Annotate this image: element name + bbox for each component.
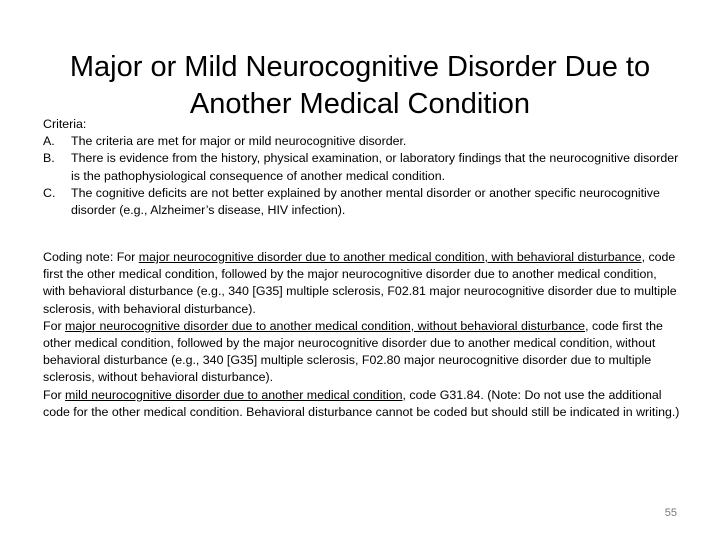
coding-note-paragraph-2 bbox=[43, 318, 680, 387]
slide-title-line-2: Another Medical Condition bbox=[189, 88, 531, 121]
criteria-letter: B. bbox=[43, 151, 55, 166]
slide-title bbox=[40, 49, 680, 123]
coding-note-underlined-term: major neurocognitive disorder due to another medical condition, with behavioral disturbance bbox=[138, 250, 642, 264]
coding-note-underlined-term: major neurocognitive disorder due to another medical condition, without behavioral disturbance bbox=[65, 318, 586, 333]
criteria-heading: Criteria: bbox=[43, 117, 87, 131]
coding-note-lead: Coding note: For bbox=[43, 250, 139, 264]
criteria-item-c bbox=[43, 185, 683, 219]
slide-title-line-1: Major or Mild Neurocognitive Disorder Due to bbox=[69, 51, 651, 84]
coding-note-paragraph-3 bbox=[43, 387, 680, 421]
coding-note-text: , code G31.84. (Note: Do not use the additional code for the other medical condition. Behavioral disturbance cannot be coded but should still be indicated in writing.) bbox=[43, 387, 680, 419]
coding-note-paragraph-1 bbox=[43, 249, 680, 318]
coding-note-lead: For bbox=[43, 318, 66, 333]
criteria-text: The cognitive deficits are not better explained by another mental disorder or another specific neurocognitive disorder (e.g., Alzheimer’s disease, HIV infection). bbox=[71, 185, 660, 218]
coding-note-text: , code first the other medical condition, followed by the major neurocognitive disorder due to another medical condition, without behavioral disturbance (e.g., 340 [G35] multiple sclerosis, F02.80 major neurocognitive disorder due to multiple sclerosis, without behavioral disturbance). bbox=[43, 318, 663, 385]
coding-note-lead: For bbox=[43, 387, 66, 402]
coding-note-text: , code first the other medical condition, followed by the major neurocognitive disorder due to another medical condition, with behavioral disturbance (e.g., 340 [G35] multiple sclerosis, F02.81 major neurocognitive disorder due to multiple sclerosis, with behavioral disturbance). bbox=[43, 250, 677, 316]
coding-note-section bbox=[43, 249, 680, 421]
coding-note-underlined-term: mild neurocognitive disorder due to another medical condition bbox=[65, 387, 403, 402]
criteria-text: There is evidence from the history, physical examination, or laboratory findings that the neurocognitive disorder is the pathophysiological consequence of another medical condition. bbox=[71, 151, 679, 183]
criteria-item-b bbox=[43, 150, 683, 184]
criteria-letter: C. bbox=[43, 185, 56, 200]
criteria-letter: A. bbox=[43, 134, 55, 149]
criteria-text: The criteria are met for major or mild neurocognitive disorder. bbox=[71, 134, 407, 149]
criteria-item-a bbox=[43, 133, 683, 150]
page-number: 55 bbox=[664, 507, 677, 519]
criteria-section bbox=[43, 116, 683, 219]
